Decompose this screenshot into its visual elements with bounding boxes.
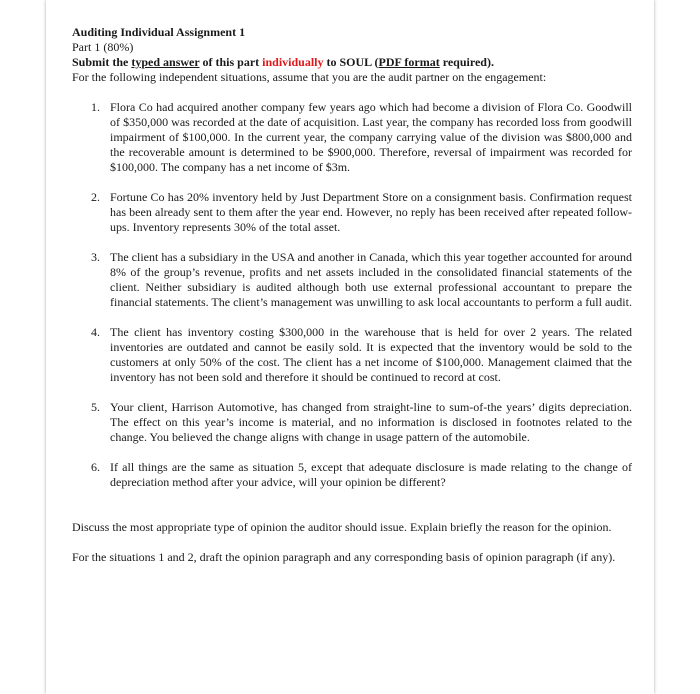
situation-number: 2. (91, 190, 100, 204)
situation-text: The client has inventory costing $300,000 in the warehouse that is held for over 2 years. The related inventories are outdated and cannot be easily sold. It is expected that the inventory would be sold to the customers at only 50% of the cost. The client has a net income of $100,000. Management claimed that the inventory has not been sold and therefore it should be continued to record at cost. (110, 325, 632, 384)
situation-number: 1. (91, 100, 100, 114)
situation-item (72, 250, 632, 310)
pdf-format-text: PDF format (378, 55, 440, 69)
document-content (72, 25, 632, 565)
submission-instruction (72, 55, 632, 70)
intro-text: For the following independent situations, assume that you are the audit partner on the engagement: (72, 70, 547, 84)
situation-number: 4. (91, 325, 100, 339)
situation-text: If all things are the same as situation 5, except that adequate disclosure is made relating to the change of depreciation method after your advice, will your opinion be different? (110, 460, 632, 489)
situation-number: 3. (91, 250, 100, 264)
individually-text: individually (262, 55, 324, 69)
situation-text: Fortune Co has 20% inventory held by Just Department Store on a consignment basis. Confirmation request has been already sent to them after the year end. However, no reply has been received after repeated follow-ups. Inventory represents 30% of the total asset. (110, 190, 632, 234)
discuss-instruction: Discuss the most appropriate type of opinion the auditor should issue. Explain briefly the reason for the opinion. (72, 520, 612, 534)
submit-mid: of this part (199, 55, 263, 69)
situation-item (72, 460, 632, 490)
situation-item (72, 100, 632, 175)
typed-answer-text: typed answer (131, 55, 200, 69)
situation-number: 5. (91, 400, 100, 414)
situations-list (72, 100, 632, 490)
situation-number: 6. (91, 460, 100, 474)
situation-item (72, 325, 632, 385)
situation-item (72, 400, 632, 445)
draft-instruction: For the situations 1 and 2, draft the opinion paragraph and any corresponding basis of opinion paragraph (if any). (72, 550, 616, 564)
situation-text: The client has a subsidiary in the USA and another in Canada, which this year together accounted for around 8% of the group’s revenue, profits and net assets included in the consolidated financial statements of the client. Neither subsidiary is audited although both use external professional accountant to prepare the financial statements. The client’s management was unwilling to ask local accountants to perform a full audit. (110, 250, 632, 309)
situation-item (72, 190, 632, 235)
situation-text: Flora Co had acquired another company few years ago which had become a division of Flora Co. Goodwill of $350,000 was recorded at the date of acquisition. Last year, the company has recorded loss from goodwill impairment of $100,000. In the current year, the company carrying value of the division was $800,000 and the recoverable amount is determined to be $900,000. Therefore, reversal of impairment was recorded for $100,000. The company has a net income of $3m. (110, 100, 632, 174)
submit-to: to SOUL ( (323, 55, 379, 69)
submit-prefix: Submit the (72, 55, 132, 69)
assignment-title: Auditing Individual Assignment 1 (72, 25, 246, 39)
part-label: Part 1 (80%) (72, 40, 134, 54)
situation-text: Your client, Harrison Automotive, has changed from straight-line to sum-of-the years’ digits depreciation. The effect on this year’s income is material, and no information is disclosed in footnotes related to the change. You believed the change aligns with change in usage pattern of the automobile. (110, 400, 632, 444)
submit-suffix: required). (439, 55, 494, 69)
document-page (46, 0, 654, 694)
